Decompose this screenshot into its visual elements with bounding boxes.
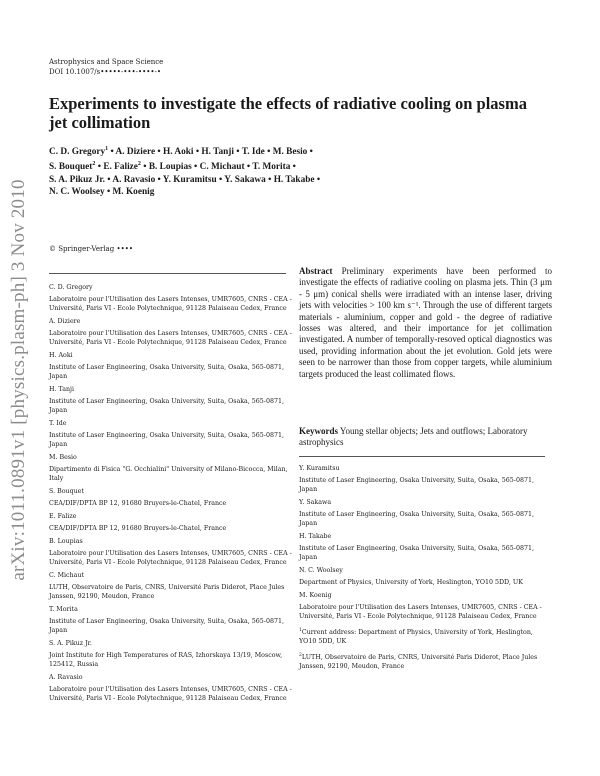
affiliation-address: Laboratoire pour l'Utilisation des Lasers Intenses, UMR7605, CNRS - CEA - Université, Paris VI - Ecole Polytechnique, 91128 Palaiseau Cedex, France <box>49 686 292 702</box>
author <box>49 175 105 185</box>
affiliation-author: C. Michaut <box>49 572 84 579</box>
author-name: H. Tanji <box>201 147 234 158</box>
author-name: N. C. Woolsey <box>49 186 105 197</box>
keywords-heading: Keywords <box>299 426 338 436</box>
affiliation-address: Joint Institute for High Temperatures of RAS, Izhorskaya 13/19, Moscow, 125412, Russia <box>49 652 283 668</box>
keywords-text: Young stellar objects; Jets and outflows; Laboratory astrophysics <box>299 426 528 448</box>
footnote-mark: 2 <box>299 653 302 659</box>
author-list: C. D. Gregory$^1$ • A. Diziere • H. Aoki • H. Tanji • T. Ide • M. Besio • S. Bouquet$^2$ • E. Falize$^2$ • B. Loupias • C. Michaut • T. Morita • S. A. Pikuz Jr. • A. Ravasio • Y. Kuramitsu • Y. Sakawa • H. Takabe • N. C. Woolsey • M. Koenig <box>49 146 321 197</box>
affiliation-address: Institute of Laser Engineering, Osaka University, Suita, Osaka, 565-0871, Japan <box>299 545 534 561</box>
affiliation-address: Laboratoire pour l'Utilisation des Lasers Intenses, UMR7605, CNRS - CEA - Université, Paris VI - Ecole Polytechnique, 91128 Palaiseau Cedex, France <box>49 296 292 312</box>
affiliation-address: CEA/DIF/DPTA BP 12, 91680 Bruyers-le-Chatel, France <box>49 500 227 507</box>
affiliations-right <box>299 464 543 671</box>
author-name: S. Bouquet <box>49 162 93 173</box>
copyright-line: © Springer-Verlag •••• <box>49 245 133 253</box>
footnote <box>299 626 543 646</box>
affiliation-address: Institute of Laser Engineering, Osaka University, Suita, Osaka, 565-0871, Japan <box>299 477 534 493</box>
arxiv-id: arXiv:1011.0891v1 [physics.plasm-ph] 3 Nov 2010 <box>8 179 29 581</box>
affiliation-author: B. Loupias <box>49 538 83 545</box>
affiliation-divider-left <box>49 273 286 274</box>
author-name: H. Takabe <box>273 174 315 185</box>
affiliation-author: A. Ravasio <box>49 674 83 681</box>
author-name: Y. Kuramitsu <box>162 174 217 185</box>
affiliation-author: M. Koenig <box>299 592 332 599</box>
affiliation-author: H. Aoki <box>49 352 73 359</box>
footnote <box>299 651 543 671</box>
author <box>200 162 245 172</box>
abstract <box>299 266 552 380</box>
affiliation-address: Laboratoire pour l'Utilisation des Lasers Intenses, UMR7605, CNRS - CEA - Université, Paris VI - Ecole Polytechnique, 91128 Palaiseau Cedex, France <box>49 330 292 346</box>
journal-header <box>49 57 163 77</box>
affiliation-address: Laboratoire pour l'Utilisation des Lasers Intenses, UMR7605, CNRS - CEA - Université, Paris VI - Ecole Polytechnique, 91128 Palaiseau Cedex, France <box>299 604 542 620</box>
abstract-text: Preliminary experiments have been performed to investigate the effects of radiative cooling on plasma jets. Thin (3 μm - 5 μm) conical shells were irradiated with an intense laser, driving jets with velocities > 100 km s⁻¹. Through the use of different targets materials - aluminium, copper and gold - the degree of radiative losses was altered, and their importance for jet collimation investigated. A number of temporally-resoved optical diagnostics was used, providing information about the jet evolution. Gold jets were seen to be narrower than those from copper targets, while aluminium targets produced the least collimated flows. <box>299 266 552 379</box>
abstract-heading: Abstract <box>299 266 333 276</box>
affiliation-address: Institute of Laser Engineering, Osaka University, Suita, Osaka, 565-0871, Japan <box>49 364 284 380</box>
author <box>113 187 155 197</box>
affiliation-divider-right <box>299 456 545 457</box>
affiliation-address: Dipartimento di Fisica "G. Occhialini" University of Milano-Bicocca, Milan, Italy <box>49 466 288 482</box>
footnote-mark: 1 <box>299 628 302 633</box>
author <box>49 187 105 197</box>
author-name: C. D. Gregory <box>49 147 106 158</box>
affiliation-author: Y. Kuramitsu <box>299 465 340 472</box>
author-name: T. Morita <box>252 162 291 173</box>
author <box>273 147 308 157</box>
author-affiliation-mark: 1 <box>105 146 109 152</box>
journal-name: Astrophysics and Space Science <box>49 58 164 66</box>
affiliation-author: A. Diziere <box>49 318 81 325</box>
paper-title: Experiments to investigate the effects of radiative cooling on plasma jet collimation <box>49 94 527 132</box>
affiliation-author: Y. Sakawa <box>299 499 332 506</box>
affiliation-author: E. Falize <box>49 513 77 520</box>
affiliation-address: Laboratoire pour l'Utilisation des Lasers Intenses, UMR7605, CNRS - CEA - Université, Paris VI - Ecole Polytechnique, 91128 Palaiseau Cedex, France <box>49 550 292 566</box>
author-name: A. Ravasio <box>112 174 156 185</box>
author <box>252 162 290 172</box>
author <box>112 175 155 185</box>
keywords <box>299 426 552 449</box>
author <box>163 147 193 157</box>
author-name: C. Michaut <box>199 162 245 173</box>
affiliation-author: N. C. Woolsey <box>299 567 343 574</box>
affiliation-address: Department of Physics, University of York, Heslington, YO10 5DD, UK <box>299 579 523 586</box>
author <box>163 175 217 185</box>
affiliation-address: LUTH, Observatoire de Paris, CNRS, Université Paris Diderot, Place Jules Janssen, 92190, Meudon, France <box>49 584 285 600</box>
affiliation-address: Institute of Laser Engineering, Osaka University, Suita, Osaka, 565-0871, Japan <box>49 618 284 634</box>
author <box>242 147 265 157</box>
affiliation-address: Institute of Laser Engineering, Osaka University, Suita, Osaka, 565-0871, Japan <box>299 511 534 527</box>
author-name: E. Falize <box>103 162 138 173</box>
author <box>49 147 108 157</box>
affiliation-author: S. A. Pikuz Jr. <box>49 640 92 647</box>
affiliation-author: H. Tanji <box>49 386 74 393</box>
author <box>274 175 315 185</box>
author <box>224 175 266 185</box>
arxiv-stamp <box>4 170 34 590</box>
affiliation-address: Institute of Laser Engineering, Osaka University, Suita, Osaka, 565-0871, Japan <box>49 432 284 448</box>
affiliation-author: T. Ide <box>49 420 67 427</box>
affiliations-left <box>49 283 293 703</box>
footnote-text: Current address: Department of Physics, University of York, Heslington, YO10 5DD, UK <box>299 629 533 646</box>
author-name: S. A. Pikuz Jr. <box>49 174 105 185</box>
journal-doi: DOI 10.1007/s•••••-•••-••••-• <box>49 68 162 76</box>
author-name: Y. Sakawa <box>224 174 266 185</box>
author-name: M. Besio <box>272 147 308 158</box>
affiliation-author: M. Besio <box>49 454 77 461</box>
affiliation-author: S. Bouquet <box>49 488 84 495</box>
affiliation-address: Institute of Laser Engineering, Osaka University, Suita, Osaka, 565-0871, Japan <box>49 398 284 414</box>
footnote-text: LUTH, Observatoire de Paris, CNRS, Université Paris Diderot, Place Jules Janssen, 92190, Meudon, France <box>299 654 538 671</box>
author-name: A. Diziere <box>115 147 156 158</box>
affiliation-address: CEA/DIF/DPTA BP 12, 91680 Bruyers-le-Chatel, France <box>49 525 227 532</box>
affiliation-author: H. Takabe <box>299 533 332 540</box>
affiliation-author: C. D. Gregory <box>49 284 93 291</box>
author-name: B. Loupias <box>148 162 192 173</box>
author-name: M. Koenig <box>112 186 155 197</box>
author <box>116 147 156 157</box>
author <box>49 162 95 172</box>
author-affiliation-mark: 2 <box>92 161 96 168</box>
author-name: H. Aoki <box>163 147 194 158</box>
author <box>201 147 234 157</box>
author <box>103 162 141 172</box>
author <box>149 162 192 172</box>
author-name: T. Ide <box>241 147 265 158</box>
affiliation-author: T. Morita <box>49 606 78 613</box>
author-affiliation-mark: 2 <box>137 161 141 168</box>
